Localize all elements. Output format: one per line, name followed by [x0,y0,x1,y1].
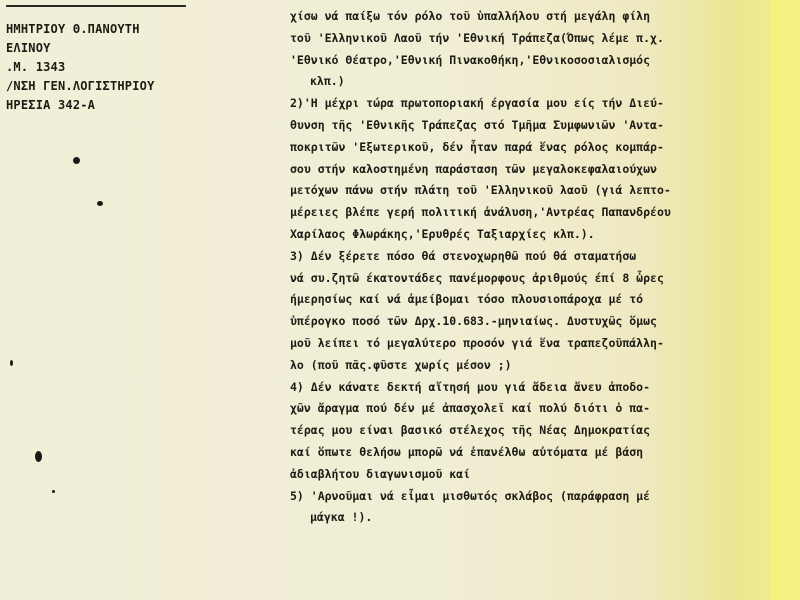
letter-line: σου στήν καλοστημένη παράσταση τῶν μεγαλοκεφαλαιούχων [290,161,657,176]
letter-line: 4) Δέν κάνατε δεκτή αἴτησή μου γιά ἄδεια ἄνευ ἀποδο- [290,379,651,394]
sender-header [6,20,236,115]
letter-line: καί ὅπωτε θελήσω μπορῶ νά ἐπανέλθω αὐτόματα μέ βάση [290,444,644,459]
letter-line: μέρειες βλέπε γερή πολιτική ἀνάλυση,'Αντρέας Παπανδρέου [290,205,671,220]
letter-body [290,6,780,529]
letter-line: χίσω νά παίξω τόν ρόλο τοῦ ὑπαλλήλου στή μεγάλη φίλη [290,9,651,23]
ink-blot [52,490,55,493]
header-line: ΗΜΗΤΡΙΟΥ Θ.ΠΑΝΟΥΤΗ [6,22,140,36]
ink-blot [97,201,103,206]
letter-line: κλπ.) [310,74,345,89]
header-line: .Μ. 1343 [6,60,66,74]
letter-line: 3) Δέν ξέρετε πόσο θά στενοχωρηθῶ πού θά σταματήσω [290,248,637,263]
letter-line: 5) 'Αρνοῦμαι νά εἶμαι μισθωτός σκλάβος (παράφραση μέ [290,488,651,503]
letter-line: ήμερησίως καί νά ἀμείβομαι τόσο πλουσιοπάροχα μέ τό [290,292,644,307]
letter-line: χῶν ἄραγμα πού δέν μέ ἀπασχολεῖ καί πολύ διότι ὁ πα- [290,401,651,416]
ink-blot [73,157,80,164]
letter-line: τέρας μου είναι βασικό στέλεχος τῆς Νέας Δημοκρατίας [290,423,651,438]
letter-line: ἀδιαβλήτου διαγωνισμοῦ καί [290,466,471,481]
letter-line: μοῦ λείπει τό μεγαλύτερο προσόν γιά ἕνα τραπεζοϋπάλλη- [290,335,664,350]
letter-line: Χαρίλαος Φλωράκης,'Ερυθρές Ταξιαρχίες κλπ.). [290,226,595,241]
letter-line: ποκριτῶν 'Εξωτερικοῦ, δέν ἦταν παρά ἕνας ρόλος κομπάρ- [290,139,664,154]
letter-line: νά συ.ζητῶ έκατοντάδες πανέμορφους ἀριθμούς έπί 8 ὧρες [290,270,664,285]
ink-blot [10,360,13,366]
header-line: ΕΛΙΝΟΥ [6,41,51,55]
header-line: ΗΡΕΣΙΑ 342-Α [6,98,96,112]
header-top-line [6,0,186,7]
ink-blot [35,451,42,462]
letter-line: ὑπέρογκο ποσό τῶν Δρχ.10.683.-μηνιαίως. Δυστυχῶς ὅμως [290,314,657,329]
letter-line: μετόχων πάνω στήν πλάτη τοῦ 'Ελληνικοῦ λαοῦ (γιά λεπτο- [290,183,671,198]
letter-line: μάγκα !). [310,510,373,525]
letter-line: τοῦ 'Ελληνικοῦ Λαοῦ τήν 'Εθνική Τράπεζα(Όπως λέμε π.χ. [290,30,664,45]
letter-line: 'Εθνικό Θέατρο,'Εθνική Πινακοθήκη,'Εθνικοσοσιαλισμός [290,52,651,67]
letter-line: θυνση τῆς 'Εθνικῆς Τράπεζας στό Τμῆμα Συμφωνιῶν 'Αντα- [290,117,664,132]
header-line: /ΝΣΗ ΓΕΝ.ΛΟΓΙΣΤΗΡΙΟΥ [6,79,155,93]
letter-line: 2)'Η μέχρι τώρα πρωτοποριακή έργασία μου είς τήν Διεύ- [290,96,664,111]
letter-line: λο (ποῦ πᾶς.φῦστε χωρίς μέσον ;) [290,357,512,372]
